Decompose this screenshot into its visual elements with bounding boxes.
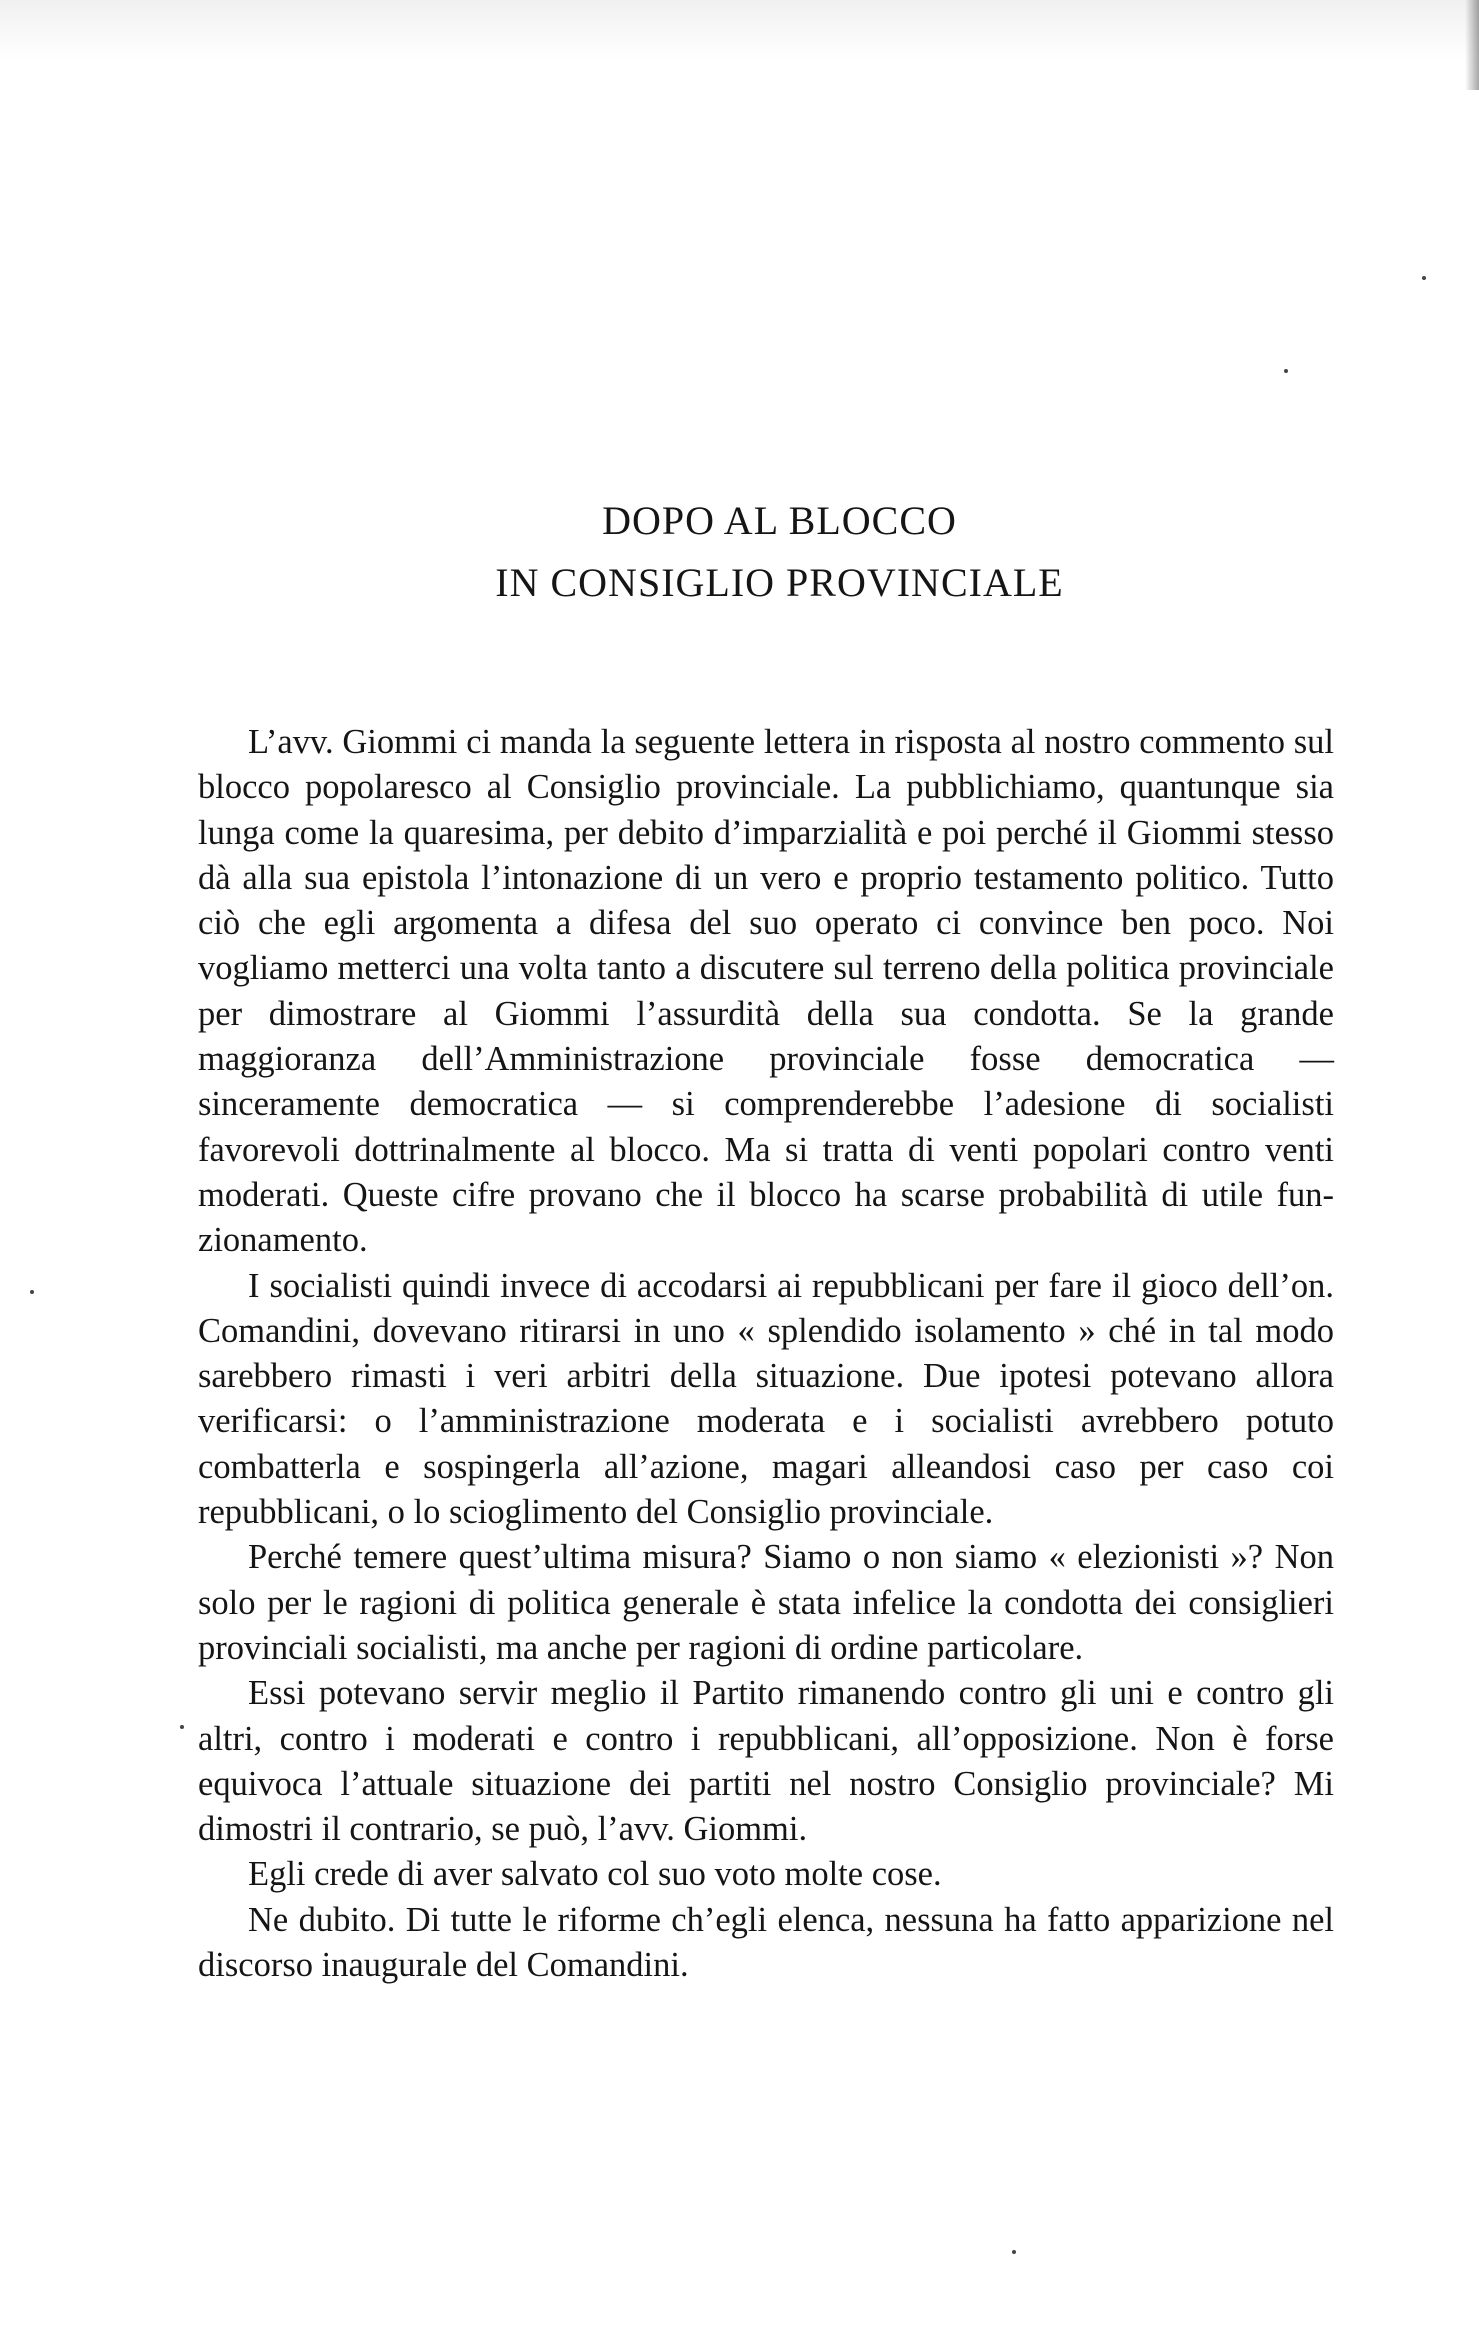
paragraph-4: Essi potevano servir meglio il Partito rimanendo contro gli uni e contro gli altri, contro i moderati e contro i repubblicani, all’opposizione. Non è forse equivoca l’attuale situazione dei partiti nel nostro Consiglio provinciale? Mi dimostri il contrario, se può, l’avv. Giommi. (198, 1674, 1334, 1849)
title-line-2: IN CONSIGLIO PROVINCIALE (495, 560, 1064, 605)
article-body (198, 720, 1334, 1988)
scan-speck (30, 1290, 34, 1294)
paragraph-3: Perché temere quest’ultima misura? Siamo o non siamo « elezionisti »? Non solo per le ragioni di politica generale è stata infelice la condotta dei consiglieri provinciali socialisti, ma anche per ragioni di ordine particolare. (198, 1538, 1334, 1667)
paragraph-6: Ne dubito. Di tutte le riforme ch’egli elenca, nessuna ha fatto apparizione nel discorso inaugurale del Comandini. (198, 1900, 1334, 1985)
scan-speck (1284, 369, 1288, 373)
article-title (0, 490, 1479, 614)
scan-edge-shadow-right (1465, 0, 1479, 90)
title-line-1: DOPO AL BLOCCO (602, 498, 957, 543)
scan-edge-shadow-top (0, 0, 1479, 60)
scan-speck (1012, 2250, 1016, 2254)
scan-speck (1422, 276, 1426, 280)
paragraph-1: L’avv. Giommi ci manda la seguente lettera in risposta al nostro commento sul blocco popolaresco al Consiglio provinciale. La pubblichiamo, quantunque sia lunga come la quaresima, per debito d’imparzialità e poi perché il Giommi stesso dà alla sua epistola l’intonazione di un vero e proprio testamento politico. Tutto ciò che egli argomenta a difesa del suo operato ci convince ben poco. Noi vogliamo metterci una volta tanto a discutere sul terreno della politica provinciale per dimostrare al Giommi l’assurdità della sua condotta. Se la grande maggioranza dell’Amministrazione provinciale fosse democratica — sinceramente democratica — si comprenderebbe l’adesione di socialisti favorevoli dottrinalmente al blocco. Ma si tratta di venti popolari contro venti moderati. Queste cifre provano che il blocco ha scarse probabilità di utile funzionamento. (198, 723, 1334, 1260)
paragraph-2: I socialisti quindi invece di accodarsi ai repubblicani per fare il gioco dell’on. Comandini, dovevano ritirarsi in uno « splendido isolamento » ché in tal modo sarebbero rimasti i veri arbitri della situazione. Due ipotesi potevano allora verificarsi: o l’amministrazione moderata e i socialisti avrebbero potuto combatterla e sospingerla all’azione, magari alleandosi caso per caso coi repubblicani, o lo scioglimento del Consiglio provinciale. (198, 1266, 1334, 1532)
scan-speck (180, 1725, 184, 1729)
paragraph-5: Egli crede di aver salvato col suo voto molte cose. (248, 1855, 942, 1894)
